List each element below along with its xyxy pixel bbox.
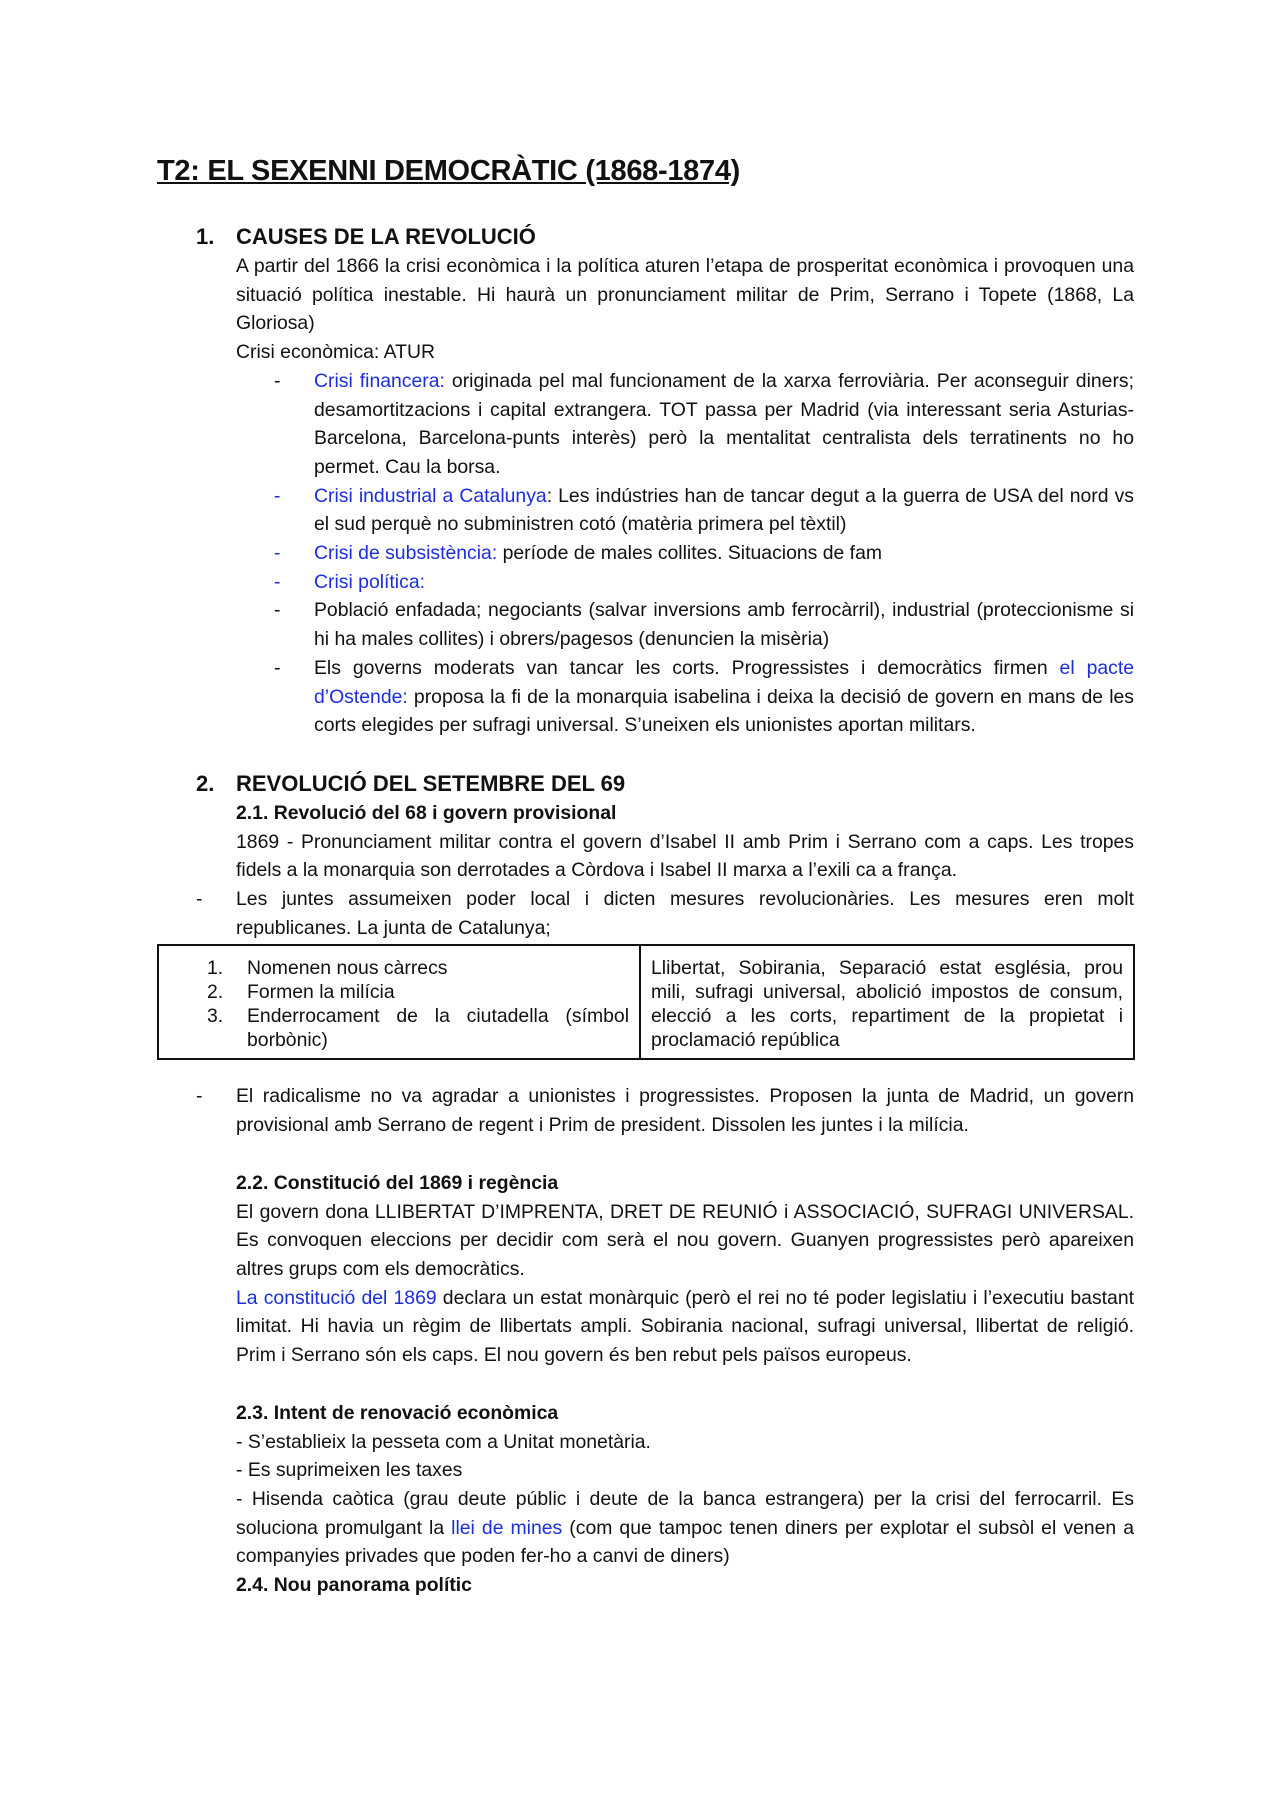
list-item [196, 654, 1134, 740]
list-item [196, 367, 1134, 482]
demands-text: Llibertat, Sobirania, Separació estat església, prou mili, sufragi universal, abolició impostos de consum, elecció a les corts, repartiment de la propietat i proclamació república [651, 957, 1123, 1052]
list-item [196, 568, 1134, 597]
highlight-term: La constitució del 1869 [236, 1286, 437, 1309]
highlight-term: llei de mines [451, 1516, 563, 1539]
spacer [196, 1140, 1134, 1169]
list-item-text: El radicalisme no va agradar a unionistes i progressistes. Proposen la junta de Madrid, un govern provisional amb Serrano de regent i Prim de president. Dissolen les juntes i la milícia. [236, 1085, 1134, 1137]
spacer [196, 740, 1134, 769]
section-heading-text: CAUSES DE LA REVOLUCIÓ [236, 224, 536, 249]
item-number: 1. [207, 957, 224, 980]
table-cell-demands [640, 945, 1134, 1059]
section-number: 2. [196, 770, 215, 796]
item-text: Nomenen nous càrrecs [247, 957, 448, 980]
highlight-term: el pacte d’Ostende: [314, 656, 1135, 708]
list-item [196, 539, 1134, 568]
list-item-text: : Les indústries han de tancar degut a la guerra de USA del nord vs el sud perquè no subministren cotó (matèria primera pel tèxtil) [314, 484, 1134, 536]
bullet-dash: - [196, 1085, 203, 1108]
spacer [196, 1060, 1134, 1082]
item-text: Formen la milícia [247, 981, 395, 1004]
bullet-dash: - [274, 484, 281, 507]
highlight-term: Crisi de subsistència: [314, 542, 498, 565]
item-number: 3. [207, 1005, 224, 1028]
list-item-text: originada pel mal funcionament de la xarxa ferroviària. Per aconseguir diners; desamortitzacions i capital extrangera. TOT passa per Madrid (via interessant seria Asturias- Barcelona, Barcelona-punts interès) però la mentalitat centralista dels terratinents no ho permet. Cau la borsa. [314, 369, 1134, 478]
section-1-heading [196, 222, 1134, 252]
paragraph-text: declara un estat monàrquic (però el rei no té poder legislatiu i l’executiu bastant limitat. Hi havia un règim de llibertats ampli. Sobirania nacional, sufragi universal, llibertat de religió. Prim i Serrano són els caps. El nou govern és ben rebut pels països europeus. [236, 1286, 1134, 1367]
list-item [196, 1082, 1134, 1139]
paragraph-text: - Hisenda caòtica (grau deute públic i deute de la banca estrangera) per la crisi del ferrocarril. Es soluciona promulgant la [236, 1487, 1134, 1539]
list-item-text: període de males collites. Situacions de fam [497, 542, 883, 565]
item-number: 2. [207, 981, 224, 1004]
list-item [196, 885, 1134, 942]
document-title: T2: EL SEXENNI DEMOCRÀTIC (1868-1874) [157, 155, 741, 187]
list-item-text: proposa la fi de la monarquia isabelina i deixa la decisió de govern en mans de les corts elegides per sufragi universal. S’uneixen els unionistes aportan militars. [314, 685, 1134, 737]
document-content [196, 222, 1134, 1600]
bullet-dash: - [196, 888, 203, 911]
spacer [196, 1370, 1134, 1399]
section-1-intro: A partir del 1866 la crisi econòmica i la política aturen l’etapa de prosperitat econòmica i provoquen una situació política inestable. Hi haurà un pronunciament militar de Prim, Serrano i Topete (1868, La Gloriosa) [236, 255, 1134, 335]
table-row [158, 945, 1134, 1059]
highlight-term: Crisi financera: [314, 369, 445, 392]
section-2-heading [196, 769, 1134, 799]
paragraph-text: (com que tampoc tenen diners per explotar el subsòl el venen a companyies privades que poden fer-ho a canvi de diners) [236, 1516, 1134, 1568]
bullet-dash: - [274, 570, 281, 593]
subsection-2-3-line: - Es suprimeixen les taxes [236, 1459, 463, 1482]
crisi-economica-line: Crisi econòmica: ATUR [236, 341, 435, 364]
bullet-dash: - [274, 542, 281, 565]
junta-catalunya-table [157, 944, 1135, 1060]
subsection-2-1-heading: 2.1. Revolució del 68 i govern provisional [236, 801, 617, 824]
list-item-text: Els governs moderats van tancar les corts. Progressistes i democràtics firmen [314, 656, 1060, 679]
subsection-2-3-line [196, 1485, 1134, 1571]
list-item [196, 482, 1134, 539]
list-item-text: Les juntes assumeixen poder local i dicten mesures revolucionàries. Les mesures eren molt republicanes. La junta de Catalunya; [236, 888, 1134, 939]
numbered-item [159, 956, 629, 980]
subsection-2-2-paragraph [196, 1284, 1134, 1370]
section-number: 1. [196, 224, 215, 249]
highlight-term: Crisi política: [314, 570, 425, 593]
bullet-dash: - [274, 656, 281, 679]
table-cell-measures [158, 945, 640, 1059]
highlight-term: Crisi industrial a Catalunya [314, 484, 547, 507]
list-item-text: Població enfadada; negociants (salvar inversions amb ferrocàrril), industrial (proteccionisme si hi ha males collites) i obrers/pagesos (denuncien la misèria) [314, 599, 1134, 651]
subsection-2-4-heading: 2.4. Nou panorama polític [236, 1574, 472, 1597]
numbered-item [159, 1004, 629, 1052]
numbered-item [159, 980, 629, 1004]
bullet-dash: - [274, 369, 281, 392]
list-item [196, 596, 1134, 653]
subsection-2-1-text: 1869 - Pronunciament militar contra el govern d’Isabel II amb Prim i Serrano com a caps. Les tropes fidels a la monarquia son derrotades a Còrdova i Isabel II marxa a l’exili ca a frança. [236, 830, 1134, 882]
subsection-2-3-line: - S’establieix la pesseta com a Unitat monetària. [236, 1430, 651, 1453]
bullet-dash: - [274, 599, 281, 622]
subsection-2-3-heading: 2.3. Intent de renovació econòmica [236, 1401, 559, 1424]
subsection-2-2-heading: 2.2. Constitució del 1869 i regència [236, 1171, 559, 1194]
item-text: Enderrocament de la ciutadella (símbol borbònic) [247, 1005, 629, 1052]
subsection-2-2-paragraph: El govern dona LLIBERTAT D’IMPRENTA, DRET DE REUNIÓ i ASSOCIACIÓ, SUFRAGI UNIVERSAL. Es convoquen eleccions per decidir com serà el nou govern. Guanyen progressistes però apareixen altres grups com els democràtics. [236, 1200, 1134, 1280]
section-heading-text: REVOLUCIÓ DEL SETEMBRE DEL 69 [236, 770, 626, 796]
